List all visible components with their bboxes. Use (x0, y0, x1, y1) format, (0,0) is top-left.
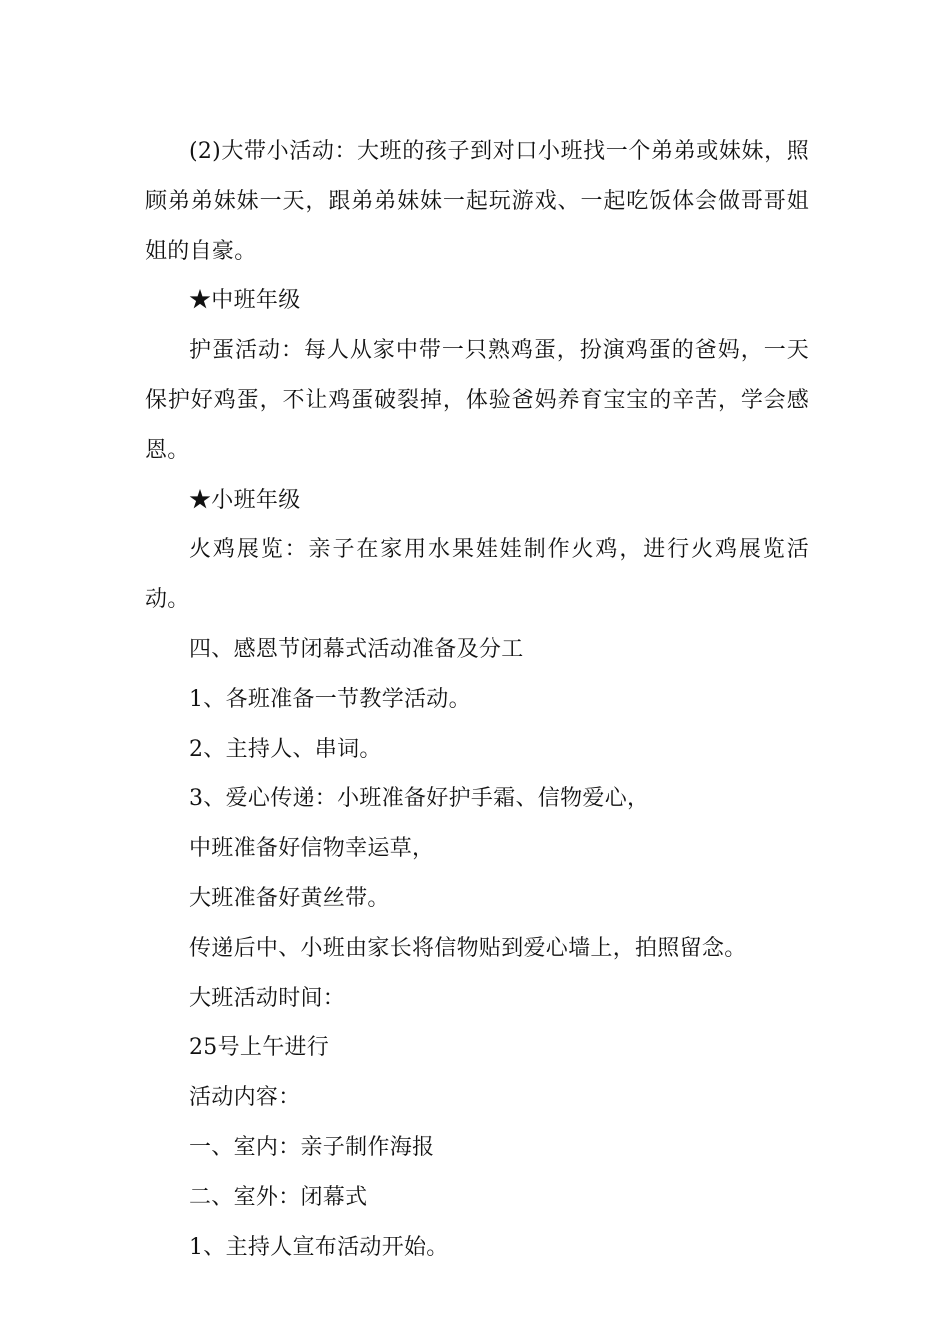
list-item-teaching-activity: 1、各班准备一节教学活动。 (189, 686, 471, 712)
heading-activity-content: 活动内容： (189, 1085, 301, 1111)
heading-small-class: ★小班年级 (189, 487, 301, 513)
paragraph-egg-protection: 护蛋活动：每人从家中带一只熟鸡蛋，扮演鸡蛋的爸妈，一天保护好鸡蛋，不让鸡蛋破裂掉，体验爸妈养育宝宝的辛苦，学会感恩。 (145, 338, 809, 463)
list-item-outdoor-closing: 二、室外：闭幕式 (189, 1184, 368, 1210)
line-big-class-ribbon: 大班准备好黄丝带。 (189, 885, 390, 911)
line-middle-class-token: 中班准备好信物幸运草， (189, 836, 435, 862)
paragraph-turkey-exhibit: 火鸡展览：亲子在家用水果娃娃制作火鸡，进行火鸡展览活动。 (145, 537, 809, 613)
heading-big-class-time: 大班活动时间： (189, 985, 346, 1011)
paragraph-big-helps-small: (2)大带小活动：大班的孩子到对口小班找一个弟弟或妹妹，照顾弟弟妹妹一天，跟弟弟妹妹一起玩游戏、一起吃饭体会做哥哥姐姐的自豪。 (145, 139, 809, 264)
line-date-morning: 25号上午进行 (189, 1035, 330, 1061)
list-item-love-relay: 3、爱心传递：小班准备好护手霜、信物爱心， (189, 786, 650, 812)
list-item-host-announces: 1、主持人宣布活动开始。 (189, 1234, 449, 1260)
list-item-host-script: 2、主持人、串词。 (189, 736, 382, 762)
list-item-indoor-poster: 一、室内：亲子制作海报 (189, 1134, 435, 1160)
heading-closing-ceremony-prep: 四、感恩节闭幕式活动准备及分工 (189, 636, 524, 662)
heading-middle-class: ★中班年级 (189, 288, 301, 314)
paragraph-love-wall: 传递后中、小班由家长将信物贴到爱心墙上，拍照留念。 (189, 935, 747, 961)
document-body (145, 127, 809, 1272)
